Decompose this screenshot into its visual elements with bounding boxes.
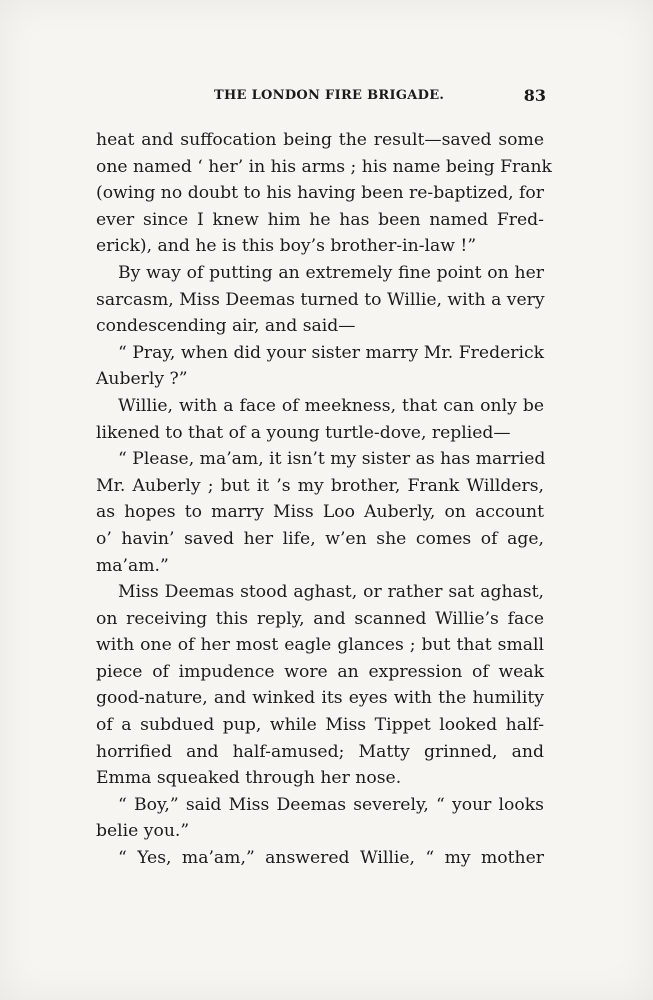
text-line: ma’am.” [96, 555, 169, 576]
text-line: o’ havin’ saved her life, w’en she comes of age, [96, 528, 544, 549]
text-line: Mr. Auberly ; but it ’s my brother, Frank Willders, [96, 475, 544, 496]
text-line: Miss Deemas stood aghast, or rather sat aghast, [118, 582, 544, 603]
text-line: “ Yes, ma’am,” answered Willie, “ my mother [118, 848, 544, 869]
text-line: with one of her most eagle glances ; but that small [96, 635, 544, 656]
text-line: Willie, with a face of meekness, that can only be [118, 395, 544, 416]
text-line: “ Boy,” said Miss Deemas severely, “ your looks [118, 794, 544, 815]
body-text [96, 127, 552, 872]
text-line: horrified and half-amused; Matty grinned, and [96, 741, 544, 762]
text-line: “ Pray, when did your sister marry Mr. Frederick [118, 342, 544, 363]
text-line: Emma squeaked through her nose. [96, 768, 402, 789]
text-line: (owing no doubt to his having been re-baptized, for [96, 183, 544, 204]
running-title: THE LONDON FIRE BRIGADE. [214, 88, 445, 103]
text-line: good-nature, and winked its eyes with the humility [96, 688, 544, 709]
text-line: heat and suffocation being the result—saved some [96, 130, 544, 150]
text-line: one named ‘ her’ in his arms ; his name being Frank [96, 156, 552, 177]
text-line: likened to that of a young turtle-dove, replied— [96, 422, 511, 443]
text-line: belie you.” [96, 821, 190, 842]
page-number: 83 [523, 86, 546, 105]
text-line: as hopes to marry Miss Loo Auberly, on account [96, 502, 544, 523]
text-line: condescending air, and said— [96, 316, 356, 337]
text-line: of a subdued pup, while Miss Tippet looked half- [96, 715, 544, 736]
text-line: on receiving this reply, and scanned Willie’s face [96, 608, 544, 629]
text-line: “ Please, ma’am, it isn’t my sister as has married [118, 449, 546, 470]
page-header [96, 86, 546, 110]
text-line: erick), and he is this boy’s brother-in-law !” [96, 236, 477, 257]
text-line: ever since I knew him he has been named Fred- [96, 209, 544, 230]
text-line: sarcasm, Miss Deemas turned to Willie, with a very [96, 289, 545, 310]
text-line: piece of impudence wore an expression of weak [96, 661, 544, 682]
text-line: By way of putting an extremely fine point on her [118, 262, 544, 283]
text-line: Auberly ?” [96, 369, 188, 390]
